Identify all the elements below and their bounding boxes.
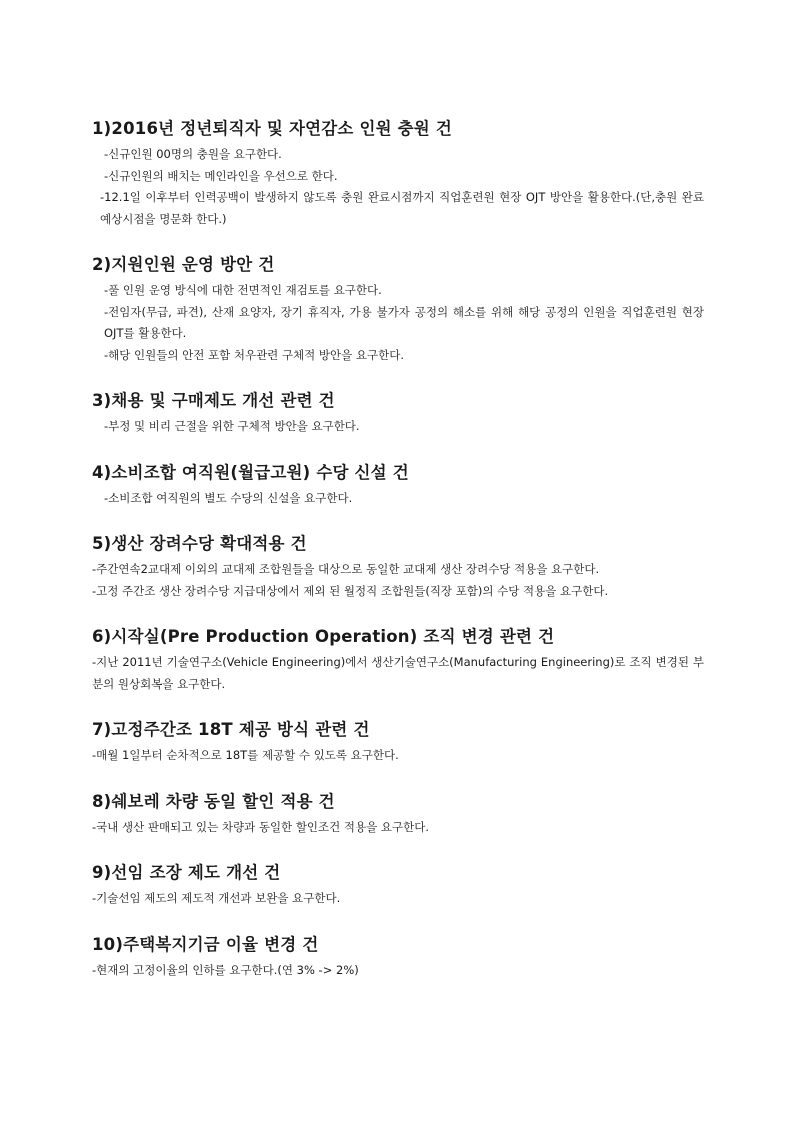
section-1 [92, 118, 704, 230]
section-item: -신규인원 00명의 충원을 요구한다. [104, 147, 282, 161]
section-heading: 10)주택복지기금 이율 변경 건 [92, 934, 319, 954]
section-5 [92, 533, 704, 602]
section-heading: 2)지원인원 운영 방안 건 [92, 255, 275, 274]
section-heading: 9)선임 조장 제도 개선 건 [92, 863, 281, 882]
section-heading: 8)쉐보레 차량 동일 할인 적용 건 [92, 791, 335, 811]
section-item: -지난 2011년 기술연구소(Vehicle Engineering)에서 생산기술연구소(Manufacturing Engineering)로 조직 변경된 부분의 원상회복을 요구한다. [92, 655, 704, 691]
section-item: -현재의 고정이율의 인하를 요구한다.(연 3% -> 2%) [92, 962, 359, 977]
section-9 [92, 862, 704, 910]
section-heading: 1)2016년 정년퇴직자 및 자연감소 인원 충원 건 [92, 119, 453, 138]
section-item: -매월 1일부터 순차적으로 18T를 제공할 수 있도록 요구한다. [92, 748, 399, 762]
section-item: -해당 인원들의 안전 포함 처우관련 구체적 방안을 요구한다. [104, 347, 405, 362]
section-2 [92, 254, 704, 366]
section-7 [92, 719, 704, 767]
section-heading: 4)소비조합 여직원(월급고원) 수당 신설 건 [92, 462, 409, 482]
section-8 [92, 791, 704, 839]
section-heading: 5)생산 장려수당 확대적용 건 [92, 534, 307, 553]
section-heading: 3)채용 및 구매제도 개선 관련 건 [92, 391, 335, 410]
section-6 [92, 626, 704, 695]
section-item: -주간연속2교대제 이외의 교대제 조합원들을 대상으로 동일한 교대제 생산 장려수당 적용을 요구한다. [92, 562, 600, 576]
section-4 [92, 462, 704, 510]
section-heading: 6)시작실(Pre Production Operation) 조직 변경 관련 건 [92, 627, 555, 646]
section-3 [92, 390, 704, 438]
section-item: -기술선임 제도의 제도적 개선과 보완을 요구한다. [92, 891, 341, 905]
section-item: -국내 생산 판매되고 있는 차량과 동일한 할인조건 적용을 요구한다. [92, 819, 429, 834]
section-item: -부정 및 비리 근절을 위한 구체적 방안을 요구한다. [104, 419, 360, 433]
section-heading: 7)고정주간조 18T 제공 방식 관련 건 [92, 720, 370, 739]
section-item: -소비조합 여직원의 별도 수당의 신설을 요구한다. [104, 490, 353, 505]
section-item: -전임자(무급, 파견), 산재 요양자, 장기 휴직자, 가용 불가자 공정의 해소를 위해 해당 공정의 인원을 직업훈련원 현장 OJT를 활용한다. [104, 304, 704, 340]
section-item: -풀 인원 운영 방식에 대한 전면적인 재검토를 요구한다. [104, 283, 382, 297]
section-item: -12.1일 이후부터 인력공백이 발생하지 않도록 충원 완료시점까지 직업훈련원 현장 OJT 방안을 활용한다.(단,충원 완료 예상시점을 명문화 한다.) [100, 190, 704, 226]
section-item: -고정 주간조 생산 장려수당 지급대상에서 제외 된 월정직 조합원들(직장 포함)의 수당 적용을 요구한다. [92, 583, 609, 598]
document-body [92, 118, 704, 981]
section-item: -신규인원의 배치는 메인라인을 우선으로 한다. [104, 168, 338, 183]
section-10 [92, 934, 704, 982]
